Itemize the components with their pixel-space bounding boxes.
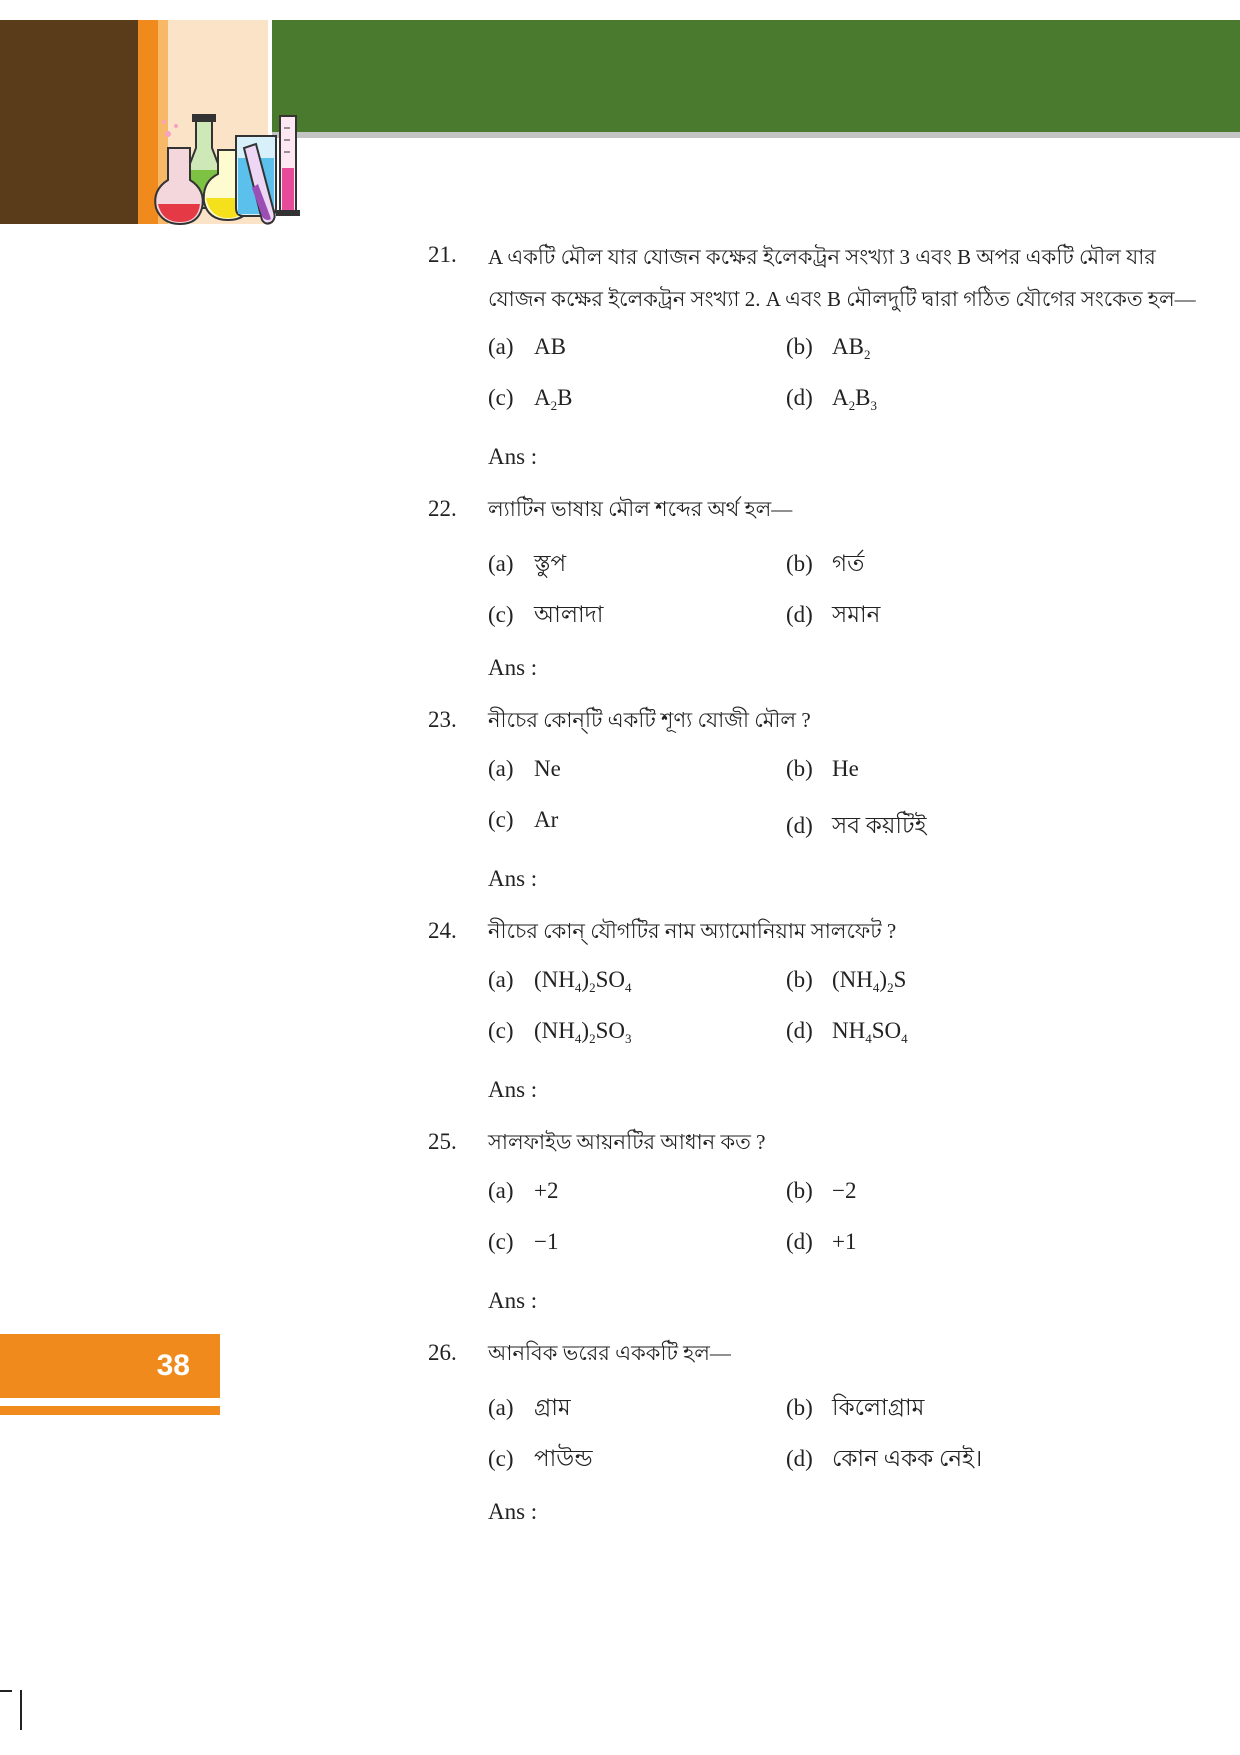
option-text: −1 <box>534 1229 559 1254</box>
option-c <box>488 807 558 833</box>
header-brown-block <box>0 20 138 224</box>
option-d <box>786 596 880 635</box>
header-green-banner <box>272 20 1240 132</box>
option-text: স্তুপ <box>534 551 567 576</box>
lab-glassware-icon <box>148 108 308 226</box>
question-number: 26. <box>428 1340 457 1365</box>
crop-mark-vertical <box>20 1690 22 1730</box>
option-label: (a) <box>488 756 514 781</box>
option-label: (c) <box>488 1446 514 1471</box>
option-d <box>786 385 877 411</box>
question-text-line: A একটি মৌল যার যোজন কক্ষের ইলেকট্রন সংখ্যা 3 এবং B অপর একটি মৌল যার <box>488 245 1156 269</box>
option-a <box>488 967 631 993</box>
option-text: আলাদা <box>534 602 604 627</box>
option-text: −2 <box>832 1178 857 1203</box>
question-number: 23. <box>428 707 457 732</box>
option-label: (a) <box>488 551 514 576</box>
option-text: কোন একক নেই। <box>832 1446 983 1471</box>
formula-subscript: 4 <box>865 1031 872 1046</box>
option-d <box>786 1018 908 1044</box>
question-text-line: সালফাইড আয়নটির আধান কত ? <box>488 1130 766 1154</box>
option-a <box>488 756 561 782</box>
option-a <box>488 1178 558 1204</box>
question-text <box>488 236 1196 320</box>
question-text <box>488 1332 1148 1374</box>
formula-subscript: 2 <box>848 398 856 413</box>
option-a <box>488 334 566 360</box>
formula-text: NH <box>832 1018 866 1043</box>
option-label: (d) <box>786 602 813 627</box>
option-label: (b) <box>786 756 813 781</box>
formula-subscript: 3 <box>624 1031 632 1046</box>
question-text-line: ল্যাটিন ভাষায় মৌল শব্দের অর্থ হল— <box>488 497 793 521</box>
formula-subscript: 4 <box>574 1031 582 1046</box>
option-text: কিলোগ্রাম <box>832 1395 925 1420</box>
option-label: (c) <box>488 1018 514 1043</box>
question-text-line: নীচের কোন্‌টি একটি শূণ্য যোজী মৌল ? <box>488 708 811 732</box>
formula-subscript: 3 <box>870 398 877 413</box>
option-b <box>786 1178 856 1204</box>
option-text: Ne <box>534 756 561 781</box>
option-b <box>786 967 906 993</box>
option-text: +1 <box>832 1229 857 1254</box>
option-a <box>488 1389 571 1428</box>
page-number <box>0 1334 220 1398</box>
formula-subscript: 2 <box>589 980 596 995</box>
option-text: গর্ত <box>832 551 865 576</box>
option-b <box>786 756 859 782</box>
formula-subscript: 2 <box>589 1031 596 1046</box>
formula-subscript: 2 <box>887 980 894 995</box>
formula-text: SO <box>595 967 625 992</box>
formula-subscript: 4 <box>901 1031 908 1046</box>
option-b <box>786 334 870 360</box>
option-label: (c) <box>488 385 514 410</box>
formula-subscript: 4 <box>574 980 582 995</box>
crop-mark-horizontal <box>0 1690 12 1692</box>
question-text-line: আনবিক ভরের এককটি হল— <box>488 1341 731 1365</box>
formula-subscript: 4 <box>872 980 880 995</box>
option-label: (b) <box>786 551 813 576</box>
formula-text: (NH <box>534 967 575 992</box>
option-label: (d) <box>786 1446 813 1471</box>
header-grey-line <box>272 132 1240 138</box>
option-a <box>488 545 566 584</box>
option-label: (b) <box>786 1178 813 1203</box>
option-c <box>488 1440 593 1479</box>
answer-label: Ans : <box>488 866 538 891</box>
option-label: (c) <box>488 1229 514 1254</box>
option-text: Ar <box>534 807 559 832</box>
option-text: He <box>832 756 859 781</box>
option-label: (a) <box>488 1178 514 1203</box>
formula-text: AB <box>534 334 566 359</box>
option-b <box>786 545 864 584</box>
option-label: (d) <box>786 385 813 410</box>
formula-text: (NH <box>832 967 873 992</box>
answer-label: Ans : <box>488 1077 538 1102</box>
option-label: (d) <box>786 813 813 838</box>
answer-label: Ans : <box>488 1288 538 1313</box>
question-text-line: যোজন কক্ষের ইলেকট্রন সংখ্যা 2. A এবং B মৌলদুটি দ্বারা গঠিত যৌগের সংকেত হল— <box>488 287 1196 311</box>
option-text: +2 <box>534 1178 559 1203</box>
answer-label: Ans : <box>488 655 538 680</box>
option-label: (b) <box>786 1395 813 1420</box>
option-d <box>786 1440 982 1479</box>
option-b <box>786 1389 924 1428</box>
option-label: (a) <box>488 967 514 992</box>
question-number: 21. <box>428 242 457 267</box>
option-text: গ্রাম <box>534 1395 571 1420</box>
formula-text: ) <box>581 1018 590 1043</box>
option-label: (c) <box>488 602 514 627</box>
option-text: সমান <box>832 602 881 627</box>
option-d <box>786 807 926 846</box>
formula-subscript: 2 <box>863 347 871 362</box>
answer-label: Ans : <box>488 1499 538 1524</box>
option-c <box>488 1018 631 1044</box>
question-number: 24. <box>428 918 457 943</box>
option-c <box>488 596 603 635</box>
question-text <box>488 699 1148 741</box>
question-text-line: নীচের কোন্‌ যৌগটির নাম অ্যামোনিয়াম সালফেট ? <box>488 919 897 943</box>
formula-text: ) <box>879 967 888 992</box>
question-text <box>488 488 1148 530</box>
formula-text: A <box>832 385 849 410</box>
formula-text: A <box>534 385 551 410</box>
formula-text: SO <box>871 1018 902 1043</box>
option-c <box>488 1229 558 1255</box>
formula-subscript: 2 <box>550 398 558 413</box>
formula-text: SO <box>595 1018 625 1043</box>
option-label: (c) <box>488 807 514 832</box>
formula-text: ) <box>581 967 590 992</box>
option-text: পাউন্ড <box>534 1446 593 1471</box>
formula-text: AB <box>832 334 864 359</box>
option-label: (b) <box>786 967 813 992</box>
formula-text: S <box>893 967 907 992</box>
question-text <box>488 910 1148 952</box>
option-label: (d) <box>786 1018 813 1043</box>
question-number: 22. <box>428 496 457 521</box>
formula-text: B <box>855 385 871 410</box>
option-text: সব কয়টিই <box>832 813 927 838</box>
page-number-text: 38 <box>156 1349 190 1382</box>
formula-text: (NH <box>534 1018 575 1043</box>
option-label: (a) <box>488 1395 514 1420</box>
answer-label: Ans : <box>488 444 538 469</box>
option-d <box>786 1229 856 1255</box>
question-text <box>488 1121 1148 1163</box>
option-c <box>488 385 572 411</box>
formula-text: B <box>557 385 573 410</box>
option-label: (d) <box>786 1229 813 1254</box>
page-number-underline <box>0 1406 220 1415</box>
formula-subscript: 4 <box>624 980 632 995</box>
option-label: (b) <box>786 334 813 359</box>
question-number: 25. <box>428 1129 457 1154</box>
option-label: (a) <box>488 334 514 359</box>
